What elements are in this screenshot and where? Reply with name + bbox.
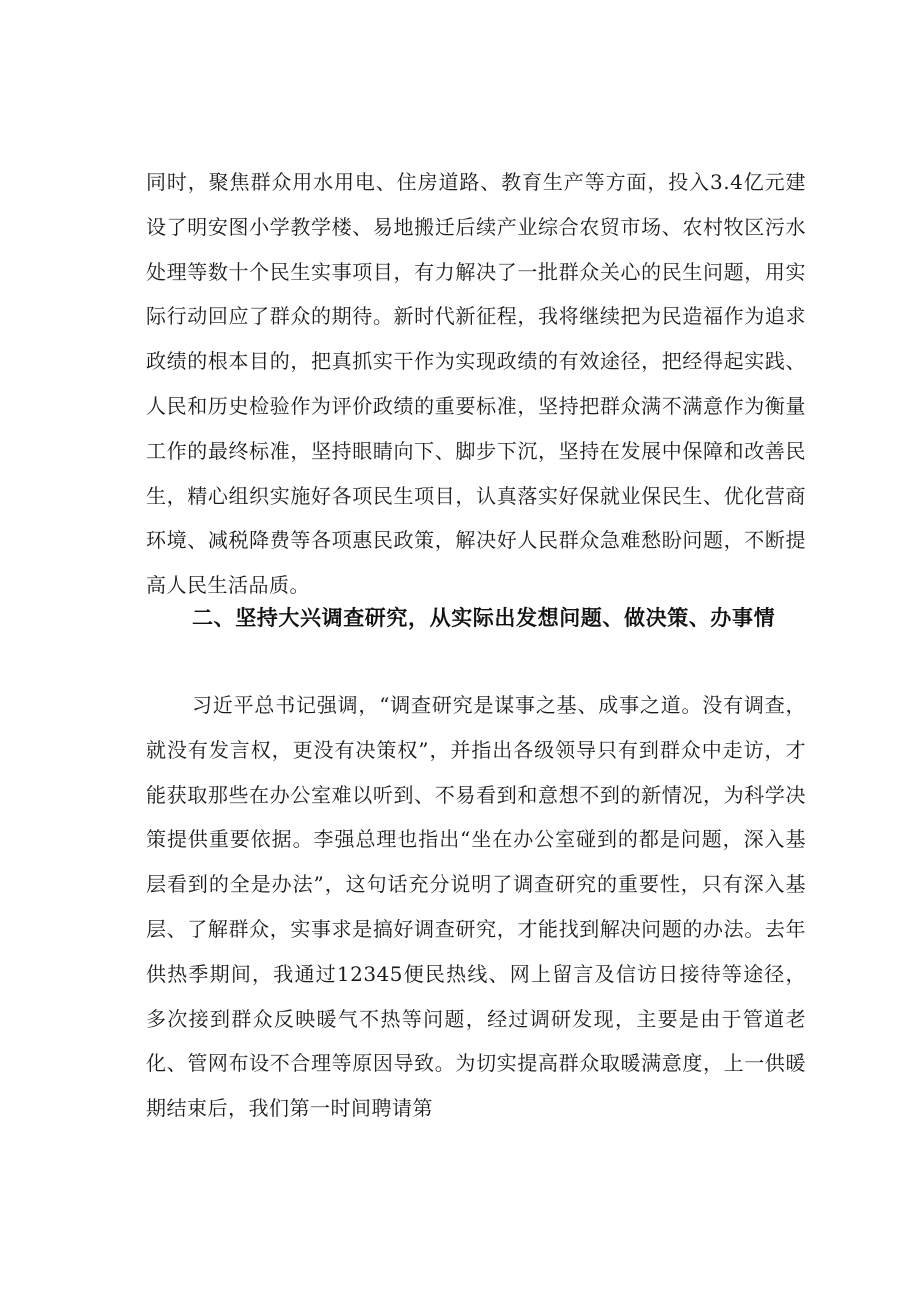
- body-paragraph-1: [146, 160, 806, 608]
- paragraph-text: 习近平总书记强调，“调查研究是谋事之基、成事之道。没有调查，就没有发言权，更没有决策权”，并指出各级领导只有到群众中走访，才能获取那些在办公室难以听到、不易看到和意想不到的新情况，为科学决策提供重要依据。李强总理也指出“坐在办公室碰到的都是问题，深入基层看到的全是办法”，这句话充分说明了调查研究的重要性，只有深入基层、了解群众，实事求是搞好调查研究，才能找到解决问题的办法。去年供热季期间，我通过12345便民热线、网上留言及信访日接待等途径，多次接到群众反映暖气不热等问题，经过调研发现，主要是由于管道老化、管网布设不合理等原因导致。为切实提高群众取暖满意度，上一供暖期结束后，我们第一时间聘请第: [146, 693, 806, 1121]
- section-heading-2: 二、坚持大兴调查研究，从实际出发想问题、做决策、办事情: [192, 606, 776, 630]
- paragraph-text: 同时，聚焦群众用水用电、住房道路、教育生产等方面，投入3.4亿元建设了明安图小学教学楼、易地搬迁后续产业综合农贸市场、农村牧区污水处理等数十个民生实事项目，有力解决了一批群众关心的民生问题，用实际行动回应了群众的期待。新时代新征程，我将继续把为民造福作为追求政绩的根本目的，把真抓实干作为实现政绩的有效途径，把经得起实践、人民和历史检验作为评价政绩的重要标准，坚持把群众满不满意作为衡量工作的最终标准，坚持眼睛向下、脚步下沉，坚持在发展中保障和改善民生，精心组织实施好各项民生项目，认真落实好保就业保民生、优化营商环境、减税降费等各项惠民政策，解决好人民群众急难愁盼问题，不断提高人民生活品质。: [146, 170, 806, 598]
- body-paragraph-2: [146, 683, 806, 1131]
